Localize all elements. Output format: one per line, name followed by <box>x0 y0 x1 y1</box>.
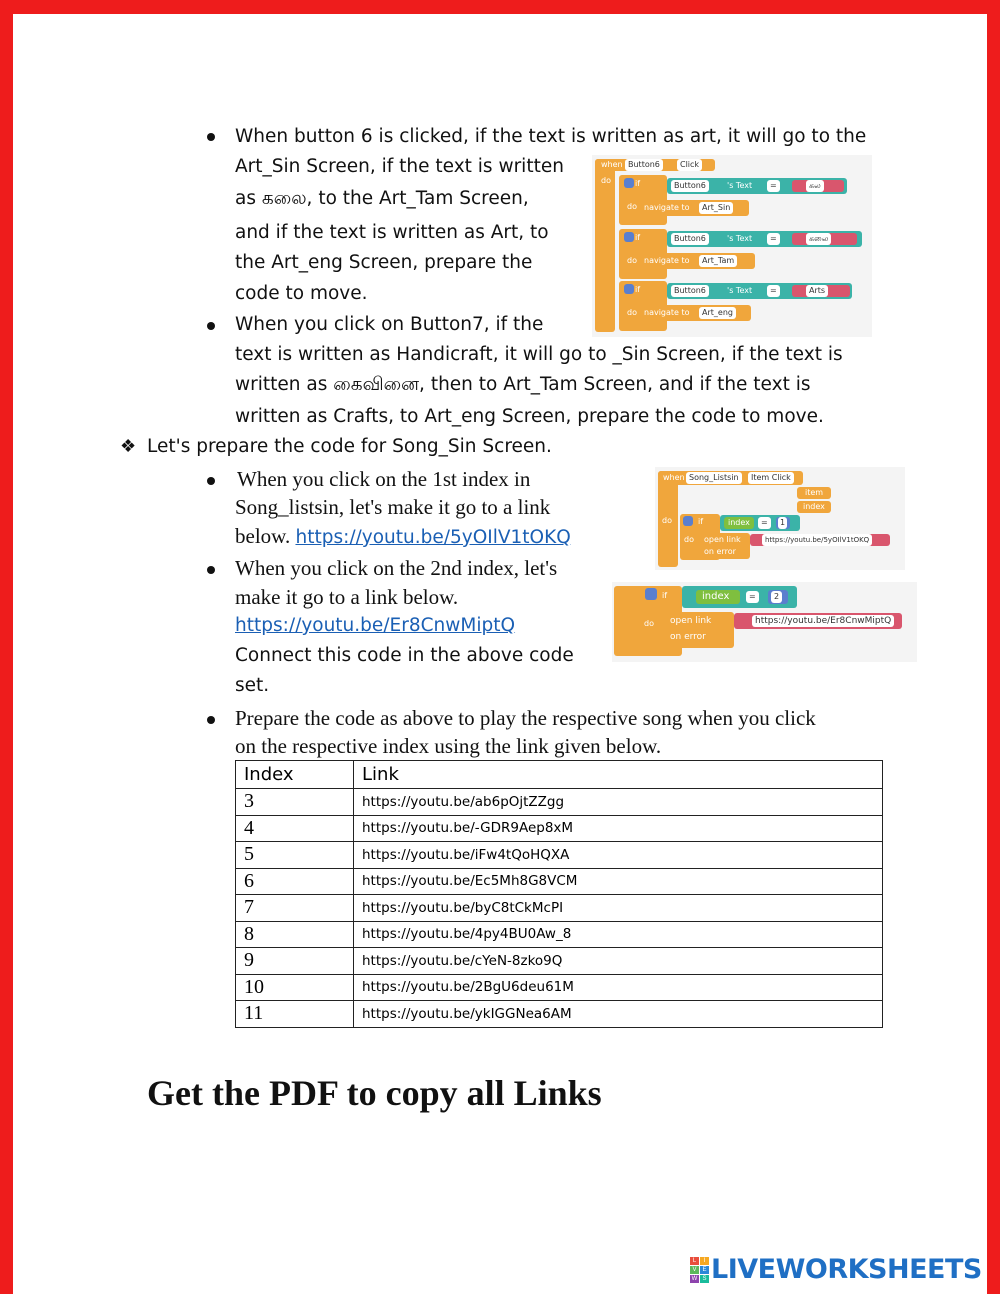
if-label: if <box>635 285 641 294</box>
number-block <box>768 590 788 604</box>
var-label: index <box>702 591 730 602</box>
logo-letter: L <box>690 1257 699 1265</box>
gear-icon <box>624 284 634 294</box>
gear-icon <box>624 232 634 242</box>
text-line: When you click on the 2nd index, let's <box>235 556 558 580</box>
url-string-block <box>750 534 890 546</box>
string-block <box>792 180 844 192</box>
do-label: do <box>684 535 694 544</box>
gear-icon <box>624 178 634 188</box>
navigate-label: navigate to <box>644 308 690 317</box>
when-label: when <box>601 160 623 169</box>
index-cell: 3 <box>236 789 354 816</box>
eq-pill: = <box>767 285 780 297</box>
table-row <box>236 895 883 922</box>
index-cell: 7 <box>236 895 354 922</box>
screen-pill: Art_eng <box>699 307 736 319</box>
open-link-block <box>662 612 734 648</box>
url-value: https://youtu.be/5yOIlV1tOKQ <box>762 534 872 546</box>
number-value: 2 <box>771 591 782 603</box>
text-prop-label: 's Text <box>727 286 753 295</box>
if-label: if <box>662 591 668 600</box>
blocks-image-song-listsin <box>655 467 905 570</box>
index-cell: 11 <box>236 1001 354 1028</box>
eq-pill: = <box>767 233 780 245</box>
table-row <box>236 948 883 975</box>
pdf-call-to-action: Get the PDF to copy all Links <box>147 1073 602 1113</box>
table-row <box>236 789 883 816</box>
logo-letter: S <box>700 1275 709 1283</box>
index-cell: 9 <box>236 948 354 975</box>
if-label: if <box>635 233 641 242</box>
number-block <box>776 517 790 529</box>
bullet-dot <box>207 566 215 574</box>
when-label: when <box>663 473 685 482</box>
logo-letter: V <box>690 1266 699 1274</box>
on-error-label: on error <box>704 547 736 556</box>
string-value: கலை <box>806 233 831 245</box>
number-value: 1 <box>780 518 786 527</box>
text-line: Connect this code in the above code <box>235 645 574 666</box>
text-line: make it go to a link below. <box>235 585 459 609</box>
logo-letter: I <box>700 1257 709 1265</box>
gear-icon <box>683 516 693 526</box>
table-header-row <box>236 761 883 789</box>
table-row <box>236 842 883 869</box>
link-cell[interactable]: https://youtu.be/4py4BU0Aw_8 <box>354 921 883 948</box>
youtube-link-1[interactable]: https://youtu.be/5yOIlV1tOKQ <box>295 527 571 548</box>
text-line: When you click on Button7, if the <box>235 314 544 335</box>
component-pill: Button6 <box>671 180 709 192</box>
bullet-dot <box>207 477 215 485</box>
string-value: கல <box>806 180 824 192</box>
on-error-label: on error <box>670 632 706 642</box>
navigate-block <box>639 200 749 216</box>
link-cell[interactable]: https://youtu.be/ykIGGNea6AM <box>354 1001 883 1028</box>
table-row <box>236 815 883 842</box>
index-cell: 4 <box>236 815 354 842</box>
link-cell[interactable]: https://youtu.be/-GDR9Aep8xM <box>354 815 883 842</box>
text-line: When you click on the 1st index in <box>237 467 531 491</box>
url-value: https://youtu.be/Er8CnwMiptQ <box>752 615 894 627</box>
component-pill: Button6 <box>671 233 709 245</box>
var-block <box>724 517 754 529</box>
table-row <box>236 1001 883 1028</box>
table-row <box>236 921 883 948</box>
text-line: Prepare the code as above to play the respective song when you click <box>235 706 816 730</box>
diamond-bullet-icon: ❖ <box>120 436 137 456</box>
do-label: do <box>662 516 672 525</box>
do-label: do <box>627 308 637 317</box>
navigate-block <box>639 253 755 269</box>
link-cell[interactable]: https://youtu.be/iFw4tQoHQXA <box>354 842 883 869</box>
param-label: item <box>805 488 824 497</box>
section-heading: Let's prepare the code for Song_Sin Screen. <box>147 436 552 457</box>
do-label: do <box>627 202 637 211</box>
index-cell: 6 <box>236 868 354 895</box>
text-line: set. <box>235 675 270 696</box>
text-line: the Art_eng Screen, prepare the <box>235 252 533 273</box>
text-line: code to move. <box>235 283 368 304</box>
logo-text: LIVEWORKSHEETS <box>711 1254 982 1285</box>
header-link: Link <box>354 761 883 789</box>
screen-pill: Art_Tam <box>699 255 737 267</box>
logo-letter: W <box>691 1275 698 1282</box>
if-label: if <box>698 517 704 526</box>
text-line: When button 6 is clicked, if the text is written as art, it will go to the <box>235 126 867 147</box>
liveworksheets-logo <box>690 1254 982 1285</box>
bullet-dot <box>207 716 215 724</box>
gear-icon <box>645 588 657 600</box>
text-line: Art_Sin Screen, if the text is written <box>235 156 564 177</box>
open-link-label: open link <box>704 535 741 544</box>
open-link-block <box>700 533 750 559</box>
component-pill: Song_Listsin <box>686 472 742 484</box>
do-label: do <box>627 256 637 265</box>
string-block <box>792 285 850 297</box>
text-prop-label: 's Text <box>727 234 753 243</box>
link-cell[interactable]: https://youtu.be/2BgU6deu61M <box>354 974 883 1001</box>
blocks-image-button6 <box>592 155 872 337</box>
navigate-label: navigate to <box>644 256 690 265</box>
text-line: written as கைவினை, then to Art_Tam Screen, and if the text is <box>235 374 811 395</box>
table-row <box>236 974 883 1001</box>
link-cell[interactable]: https://youtu.be/Ec5Mh8G8VCM <box>354 868 883 895</box>
eq-pill: = <box>746 591 759 603</box>
navigate-label: navigate to <box>644 203 690 212</box>
text-line: and if the text is written as Art, to <box>235 222 549 243</box>
compare-block <box>720 515 800 531</box>
bullet-dot <box>207 322 215 330</box>
logo-mark-icon <box>690 1257 708 1283</box>
url-string-block <box>734 613 902 629</box>
bullet-dot <box>207 133 215 141</box>
text-prop-label: 's Text <box>727 181 753 190</box>
table-row <box>236 868 883 895</box>
do-label: do <box>644 619 654 628</box>
text-line <box>235 524 571 549</box>
youtube-link-2[interactable]: https://youtu.be/Er8CnwMiptQ <box>235 615 516 636</box>
compare-block <box>682 586 797 608</box>
if-label: if <box>635 179 641 188</box>
string-block <box>792 233 857 245</box>
do-label: do <box>601 176 611 185</box>
header-index: Index <box>236 761 354 789</box>
index-cell: 5 <box>236 842 354 869</box>
index-cell: 10 <box>236 974 354 1001</box>
open-link-label: open link <box>670 616 712 626</box>
component-pill: Button6 <box>625 159 663 171</box>
var-label: index <box>728 518 750 527</box>
component-pill: Button6 <box>671 285 709 297</box>
event-header <box>595 159 715 171</box>
screen-pill: Art_Sin <box>699 202 733 214</box>
param-label: index <box>803 502 825 511</box>
links-table <box>235 760 883 1028</box>
logo-letter: E <box>700 1266 709 1274</box>
text-line: Song_listsin, let's make it go to a link <box>235 495 551 519</box>
blocks-image-index-2 <box>612 582 917 662</box>
param-block <box>797 487 831 499</box>
var-block <box>696 590 740 604</box>
index-cell: 8 <box>236 921 354 948</box>
event-pill: Click <box>677 159 702 171</box>
eq-pill: = <box>767 180 780 192</box>
event-pill: Item Click <box>748 472 794 484</box>
link-cell[interactable]: https://youtu.be/ab6pOjtZZgg <box>354 789 883 816</box>
eq-pill: = <box>758 517 771 529</box>
text-line: on the respective index using the link given below. <box>235 734 662 758</box>
text-line: as கலை, to the Art_Tam Screen, <box>235 188 529 209</box>
text-line <box>235 615 515 636</box>
text-line: text is written as Handicraft, it will go to _Sin Screen, if the text is <box>235 344 843 365</box>
text-fragment: below. <box>235 524 296 548</box>
navigate-block <box>639 305 751 321</box>
string-value: Arts <box>806 285 828 297</box>
link-cell[interactable]: https://youtu.be/byC8tCkMcPI <box>354 895 883 922</box>
event-header <box>658 471 803 485</box>
link-cell[interactable]: https://youtu.be/cYeN-8zko9Q <box>354 948 883 975</box>
text-line: written as Crafts, to Art_eng Screen, prepare the code to move. <box>235 406 824 427</box>
param-block <box>797 501 831 513</box>
